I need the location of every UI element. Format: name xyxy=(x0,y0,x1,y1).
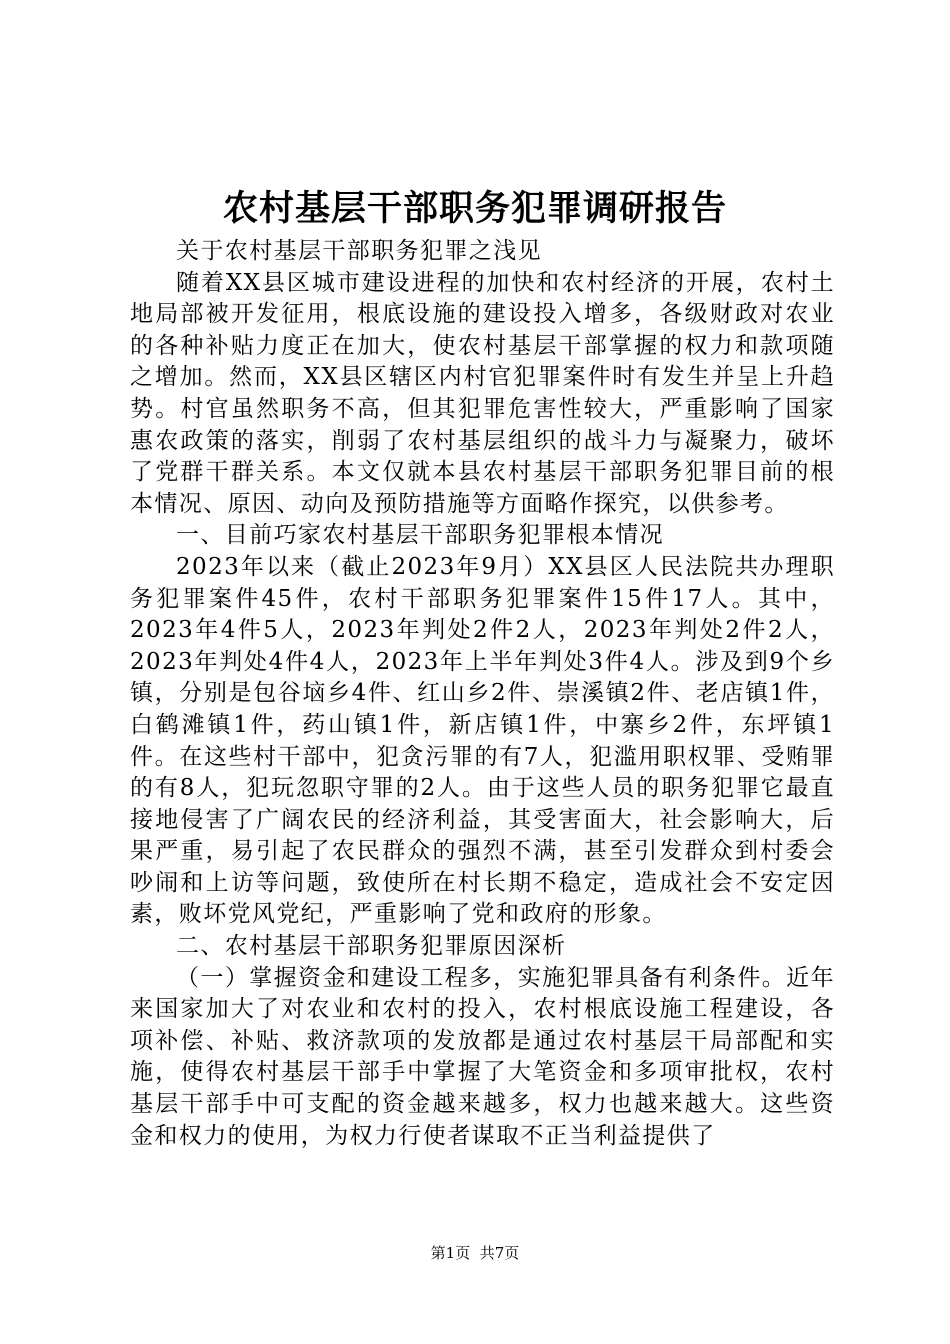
page-number: 第1页 xyxy=(430,1244,471,1262)
section-heading-2: 二、农村基层干部职务犯罪原因深析 xyxy=(176,933,567,960)
page-footer xyxy=(0,1243,950,1263)
paragraph-cause-1: （一）掌握资金和建设工程多，实施犯罪具备有利条件。近年来国家加大了对农业和农村的投入，农村根底设施工程建设，各项补偿、补贴、救济款项的发放都是通过农村基层干局部配和实施，使得农村基层干部手中掌握了大笔资金和多项审批权，农村基层干部手中可支配的资金越来越多，权力也越来越大。这些资金和权力的使用，为权力行使者谋取不正当利益提供了 xyxy=(130,964,835,1149)
document-title: 农村基层干部职务犯罪调研报告 xyxy=(222,188,727,229)
document-body xyxy=(130,236,835,1152)
paragraph-subtitle: 关于农村基层干部职务犯罪之浅见 xyxy=(176,238,542,264)
page-total: 共7页 xyxy=(479,1244,520,1262)
section-heading-1: 一、目前巧家农村基层干部职务犯罪根本情况 xyxy=(176,522,664,549)
paragraph-situation: 2023年以来（截止2023年9月）XX县区人民法院共办理职务犯罪案件45件，农村干部职务犯罪案件15件17人。其中，2023年4件5人，2023年判处2件2人，2023年判处2件2人，2023年判处4件4人，2023年上半年判处3件4人。涉及到9个乡镇，分别是包谷垴乡4件、红山乡2件、崇溪镇2件、老店镇1件，白鹤滩镇1件，药山镇1件，新店镇1件，中寨乡2件，东坪镇1件。在这些村干部中，犯贪污罪的有7人，犯滥用职权罪、受贿罪的有8人，犯玩忽职守罪的2人。由于这些人员的职务犯罪它最直接地侵害了广阔农民的经济利益，其受害面大，社会影响大，后果严重，易引起了农民群众的强烈不满，甚至引发群众到村委会吵闹和上访等问题，致使所在村长期不稳定，造成社会不安定因素，败坏党风党纪，严重影响了党和政府的形象。 xyxy=(130,553,835,928)
paragraph-intro: 随着XX县区城市建设进程的加快和农村经济的开展，农村土地局部被开发征用，根底设施的建设投入增多，各级财政对农业的各种补贴力度正在加大，使农村基层干部掌握的权力和款项随之增加。然而，XX县区辖区内村官犯罪案件时有发生并呈上升趋势。村官虽然职务不高，但其犯罪危害性较大，严重影响了国家惠农政策的落实，削弱了农村基层组织的战斗力与凝聚力，破坏了党群干群关系。本文仅就本县农村基层干部职务犯罪目前的根本情况、原因、动向及预防措施等方面略作探究，以供参考。 xyxy=(130,269,835,517)
